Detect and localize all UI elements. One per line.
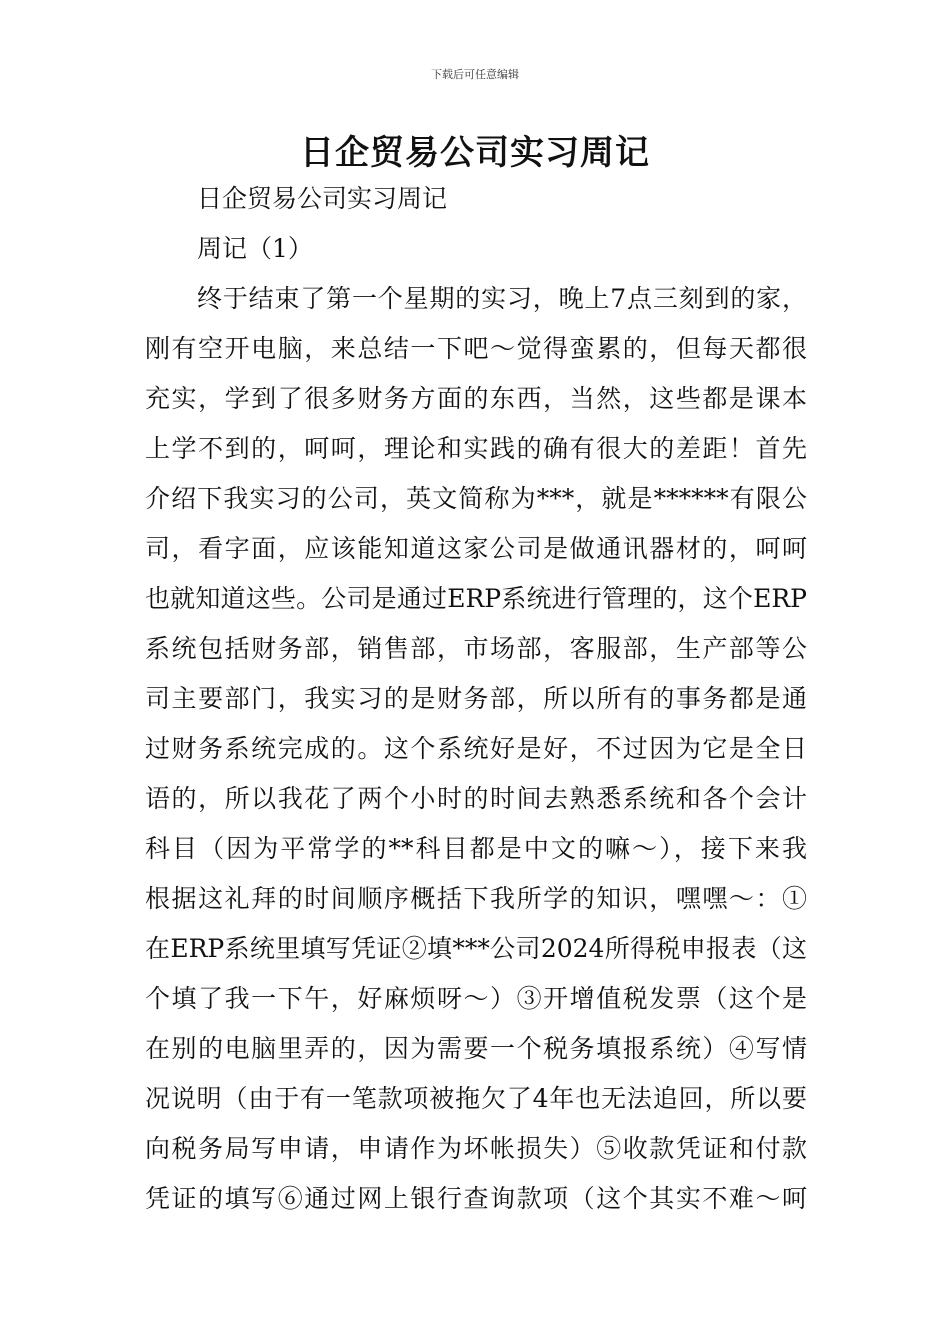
- paragraph-line: 系统包括财务部，销售部，市场部，客服部，生产部等公: [145, 634, 807, 663]
- paragraph-line: 根据这礼拜的时间顺序概括下我所学的知识，嘿嘿～：①: [145, 884, 807, 913]
- paragraph-line: 司主要部门，我实习的是财务部，所以所有的事务都是通: [145, 684, 807, 713]
- paragraph-line: 向税务局写申请，申请作为坏帐损失）⑤收款凭证和付款: [145, 1134, 807, 1163]
- paragraph-line: 过财务系统完成的。这个系统好是好，不过因为它是全日: [145, 734, 807, 763]
- paragraph-line: 在ERP系统里填写凭证②填***公司2024所得税申报表（这: [145, 934, 807, 963]
- paragraph-line: 在别的电脑里弄的，因为需要一个税务填报系统）④写情: [145, 1034, 807, 1063]
- paragraph-line: 凭证的填写⑥通过网上银行查询款项（这个其实不难～呵: [145, 1184, 807, 1213]
- paragraph-line: 个填了我一下午，好麻烦呀～）③开增值税发票（这个是: [145, 984, 807, 1013]
- paragraph-line: 上学不到的，呵呵，理论和实践的确有很大的差距！首先: [145, 434, 807, 463]
- paragraph-line: 语的，所以我花了两个小时的时间去熟悉系统和各个会计: [145, 784, 807, 813]
- paragraph-line: 终于结束了第一个星期的实习，晚上7点三刻到的家，: [197, 284, 807, 313]
- paragraph-line: 充实，学到了很多财务方面的东西，当然，这些都是课本: [145, 384, 807, 413]
- paragraph-line: 刚有空开电脑，来总结一下吧～觉得蛮累的，但每天都很: [145, 334, 807, 363]
- document-subtitle: 日企贸易公司实习周记: [197, 184, 448, 213]
- paragraph-line: 科目（因为平常学的**科目都是中文的嘛～），接下来我: [145, 834, 807, 863]
- paragraph-line: 也就知道这些。公司是通过ERP系统进行管理的，这个ERP: [145, 584, 807, 613]
- paragraph-line: 况说明（由于有一笔款项被拖欠了4年也无法追回，所以要: [145, 1084, 807, 1113]
- paragraph-line: 介绍下我实习的公司，英文简称为***，就是******有限公: [145, 484, 807, 513]
- page-header-note: 下载后可任意编辑: [431, 68, 519, 81]
- document-body: [145, 174, 807, 1224]
- document-title: 日企贸易公司实习周记: [300, 133, 650, 173]
- paragraph-line: 司，看字面，应该能知道这家公司是做通讯器材的，呵呵: [145, 534, 807, 563]
- section-heading: 周记（1）: [197, 234, 313, 263]
